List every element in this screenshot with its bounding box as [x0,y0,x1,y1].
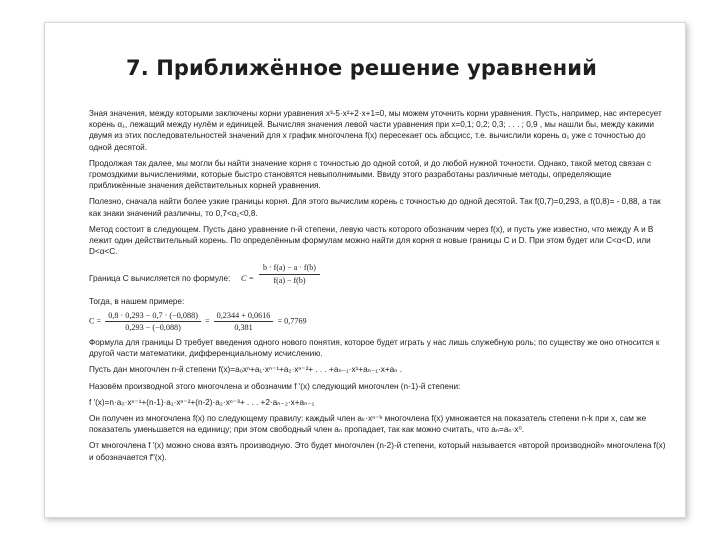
formula-label: Граница С вычисляется по формуле: [89,274,231,284]
calc-prefix: C = [89,316,102,326]
slide-content [89,108,669,468]
paragraph-intro: Зная значения, между которыми заключены корни уравнения x³-5·x²+2·x+1=0, мы можем уточнить корни уравнения. Пусть, например, нас интересует корень α₁, лежащий между нулём и единицей. Вычисляя значения левой части уравнения при x=0,1; 0,2; 0,3; . . . ; 0,9 , мы нашли бы, между какими двумя из этих последовательностей значений для x график многочлена f(x) пересекает ось абсцисс, т.е. вычислили корень α₁ уже с точностью до одной десятой. [89,109,662,152]
calc-numerator-2: 0,2344 + 0,0616 [214,310,274,322]
paragraph-example-intro: Тогда, в нашем примере: [89,297,185,307]
calc-fraction-1 [105,310,201,333]
formula-c-fraction [259,262,320,285]
calc-fraction-2 [214,310,274,333]
calc-equals: = [204,316,210,326]
calc-denominator-1: 0,293 − (−0,088) [125,322,181,332]
formula-c-block [89,262,669,292]
paragraph-polynomial: Пусть дан многочлен n-й степени f(x)=a₀xⁿ+a₁·xⁿ⁻¹+a₂·xⁿ⁻²+ . . . +aₙ₋₁·x¹+aₙ₋₁·x+aₙ . [89,365,402,375]
paragraph-method-description: Метод состоит в следующем. Пусть дано уравнение n-й степени, левую часть которого обозначим через f(x), и пусть уже известно, что между А и B лежит один действительный корень. По определённым формулам можно найти для корня α новые границы С и D. При этом будет или C<α<D, или D<α<C. [89,224,654,257]
formula-c-prefix: C = [241,274,255,284]
calc-denominator-2: 0,381 [234,322,253,332]
paragraph-derivative-concept: Формула для границы D требует введения одного нового понятия, которое будет играть у нас лишь служебную роль; по существу же оно относится к другой части математики, дифференциальному исчислению. [89,338,660,359]
example-calculation [89,310,669,333]
paragraph-derivative-formula: f ′(x)=n·a₀·xⁿ⁻¹+(n-1)·a₁·xⁿ⁻²+(n-2)·a₂·xⁿ⁻³+ . . . +2·aₙ₋₂·x+aₙ₋₁ [89,397,315,407]
calc-result: = 0,7769 [277,316,307,326]
paragraph-derivative-definition: Назовём производной этого многочлена и обозначим f ′(x) следующий многочлен (n-1)-й степени: [89,381,461,391]
paragraph-second-derivative: От многочлена f ′(x) можно снова взять производную. Это будет многочлен (n-2)-й степени, который называется «второй производной» многочлена f(x) и обозначается f″(x). [89,441,666,462]
calc-numerator-1: 0,8 · 0,293 − 0,7 · (−0,088) [105,310,201,322]
slide-title: 7. Приближённое решение уравнений [126,56,597,80]
paragraph-derivative-rule: Он получен из многочлена f(x) по следующему правилу: каждый член aₖ·xⁿ⁻ᵏ многочлена f(x) умножается на показатель степени n-k при x, сам же показатель уменьшается на единицу; при этом свободный член aₙ пропадает, так как можно считать, что aₙ=aₙ·x⁰. [89,414,647,435]
formula-c-numerator: b · f(a) − a · f(b) [259,262,320,274]
formula-c-denominator: f(a) − f(b) [273,275,306,285]
paragraph-method-limit: Продолжая так далее, мы могли бы найти значение корня с точностью до одной сотой, и до любой нужной точности. Однако, такой метод связан с громоздкими вычислениями, которые быстро становятся невыполнимыми. Ввиду этого разработаны различные методы, определяющие приближённые значения действительных корней уравнения. [89,158,652,191]
paragraph-bounds: Полезно, сначала найти более узкие границы корня. Для этого вычислим корень с точностью до одной десятой. Так f(0,7)=0,293, а f(0,8)= - 0,88, а так как знаки значений различны, то 0,7<α₁<0,8. [89,197,661,218]
